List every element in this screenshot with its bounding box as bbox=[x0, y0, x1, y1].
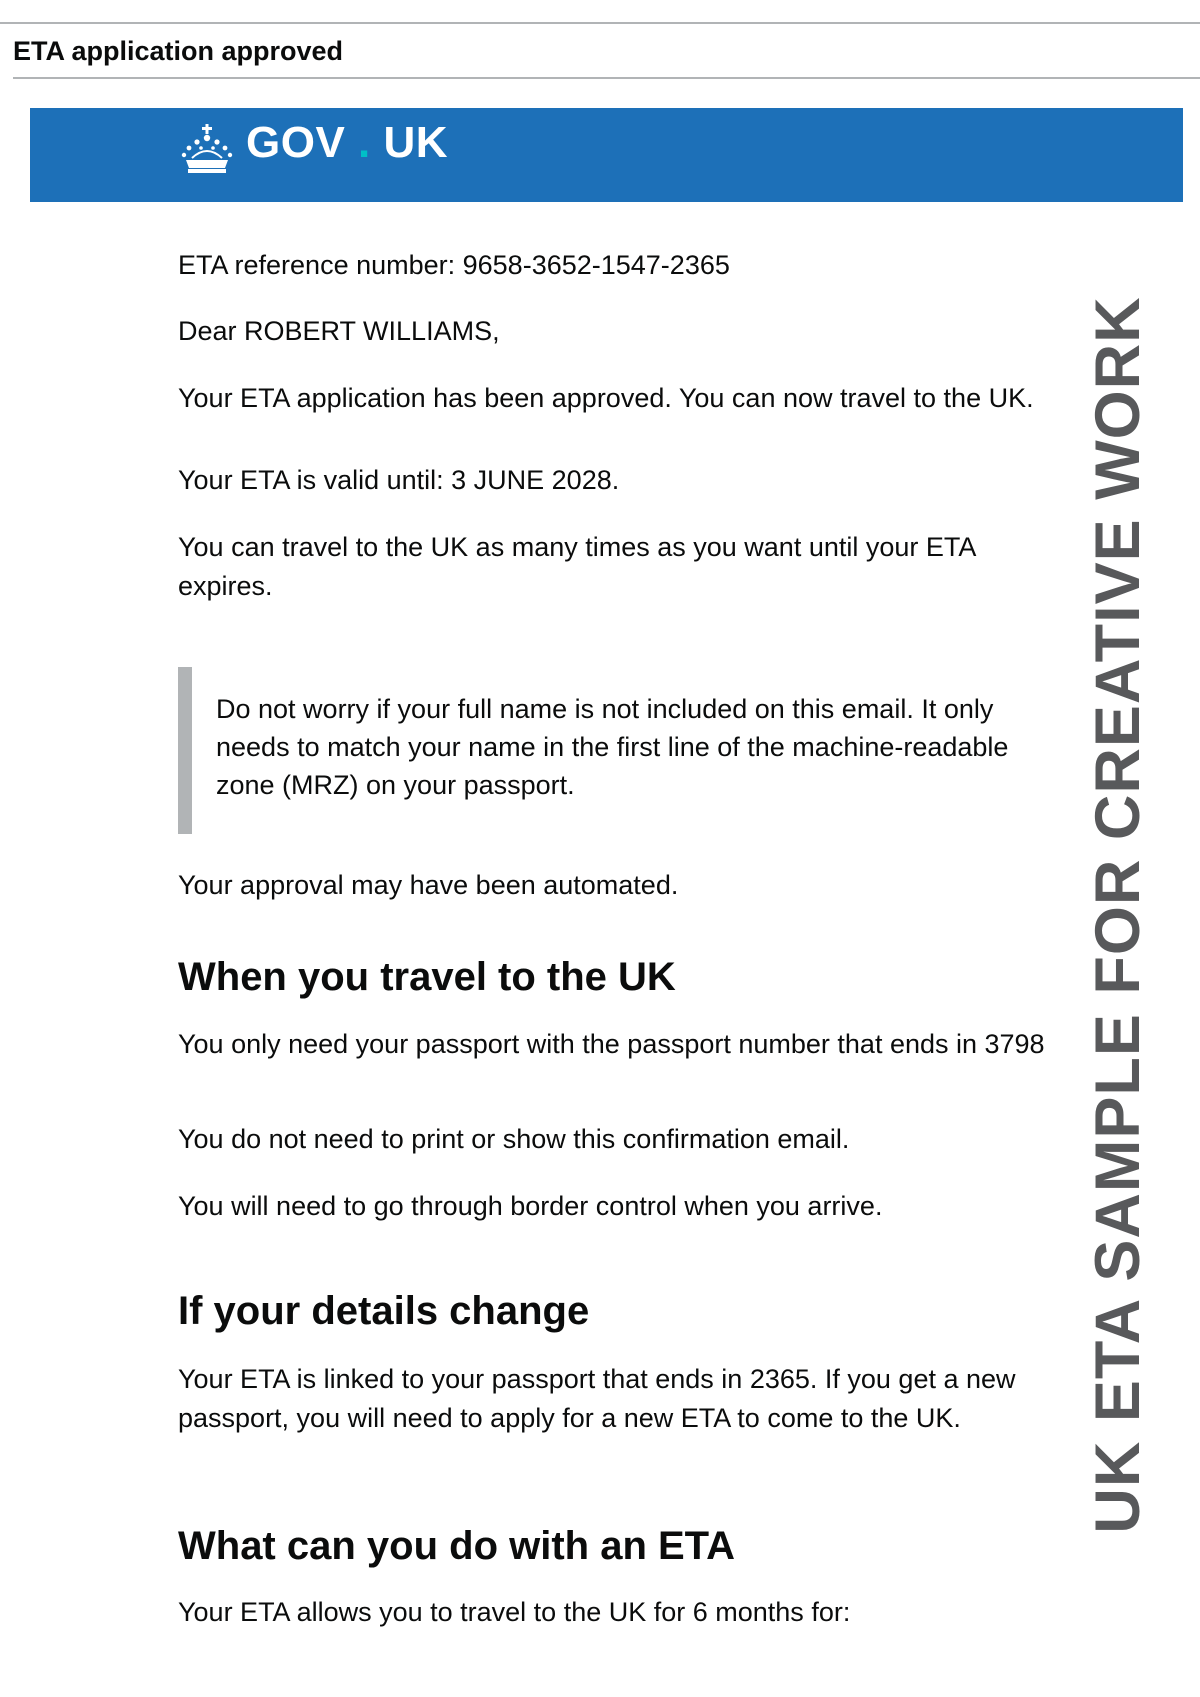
logo-dot: . bbox=[358, 118, 371, 167]
automated-note: Your approval may have been automated. bbox=[178, 870, 679, 900]
no-print-note: You do not need to print or show this confirmation email. bbox=[178, 1124, 850, 1154]
heading-travel: When you travel to the UK bbox=[178, 955, 676, 999]
top-divider bbox=[0, 22, 1200, 24]
logo-gov: GOV bbox=[246, 118, 346, 167]
travel-times: You can travel to the UK as many times as you want until your ETA expires. bbox=[178, 532, 975, 601]
eta-use-text: Your ETA allows you to travel to the UK for 6 months for: bbox=[178, 1597, 851, 1627]
inset-text: Do not worry if your full name is not included on this email. It only needs to match your name in the first line of the machine-readable zone (MRZ) on your passport. bbox=[216, 694, 1009, 800]
details-change-text: Your ETA is linked to your passport that ends in 2365. If you get a new passport, you will need to apply for a new ETA to come to the UK. bbox=[178, 1364, 1016, 1433]
border-control-note: You will need to go through border control when you arrive. bbox=[178, 1191, 883, 1221]
passport-requirement: You only need your passport with the passport number that ends in 3798 bbox=[178, 1029, 1045, 1059]
crown-icon bbox=[180, 122, 234, 176]
inset-border bbox=[178, 667, 192, 834]
heading-details: If your details change bbox=[178, 1289, 590, 1333]
govuk-header-banner bbox=[30, 108, 1183, 202]
heading-eta-use: What can you do with an ETA bbox=[178, 1524, 736, 1568]
sample-watermark: UK ETA SAMPLE FOR CREATIVE WORK bbox=[1083, 296, 1153, 1534]
greeting: Dear ROBERT WILLIAMS, bbox=[178, 316, 500, 346]
logo-uk: UK bbox=[383, 118, 449, 167]
reference-number: ETA reference number: 9658-3652-1547-2365 bbox=[178, 250, 730, 280]
approval-message: Your ETA application has been approved. You can now travel to the UK. bbox=[178, 383, 1034, 413]
email-subject: ETA application approved bbox=[13, 36, 344, 66]
subject-divider bbox=[13, 77, 1200, 79]
govuk-logo-text[interactable] bbox=[246, 118, 448, 168]
valid-until: Your ETA is valid until: 3 JUNE 2028. bbox=[178, 465, 620, 495]
